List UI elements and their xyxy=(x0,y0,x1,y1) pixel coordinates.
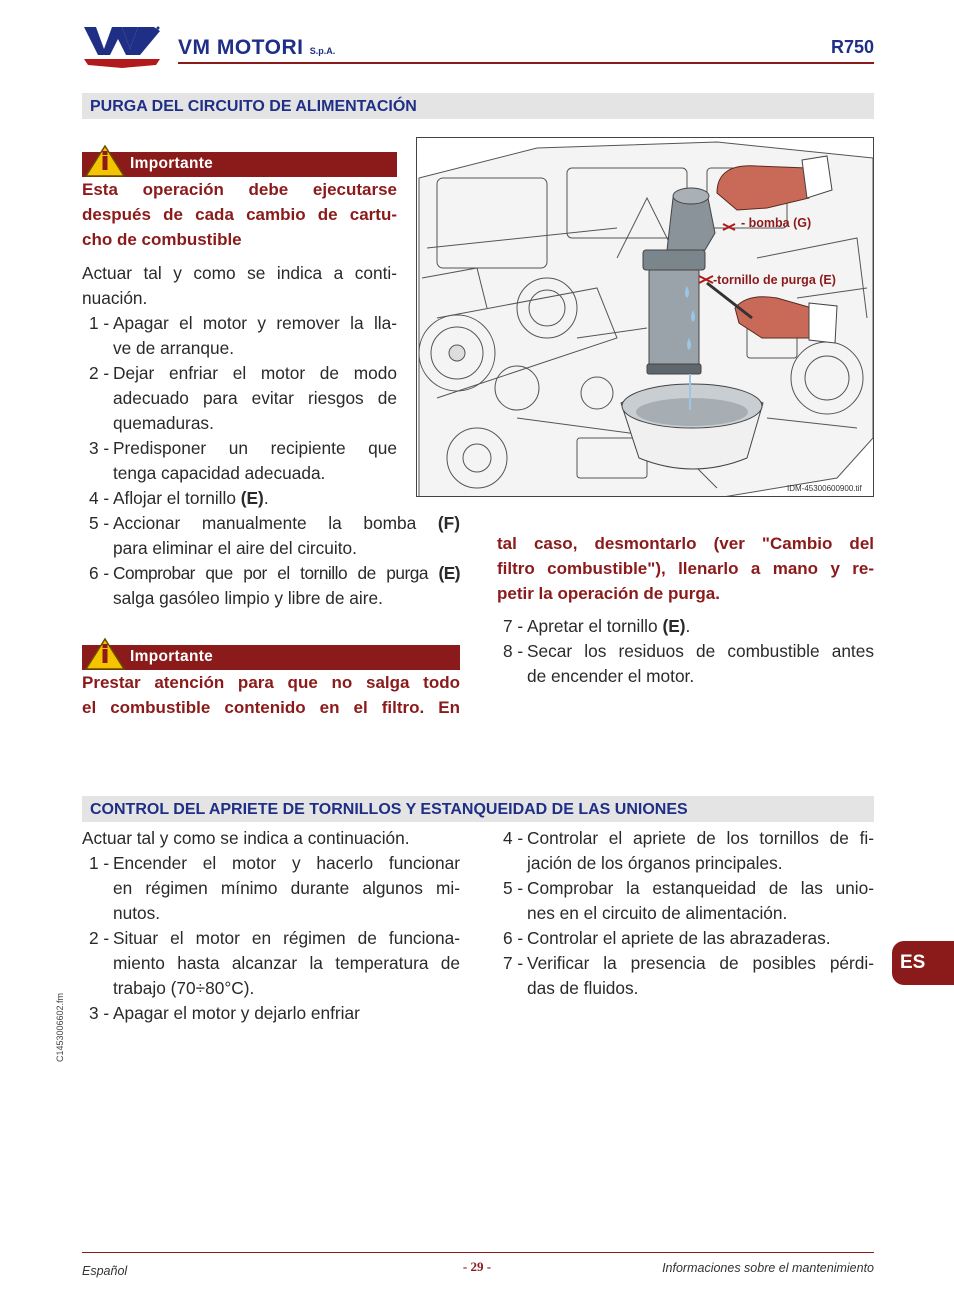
list-item: 6 - Comprobar que por el tornillo de purga (E) salga gasóleo limpio y libre de aire. xyxy=(89,563,460,608)
footer-section: Informaciones sobre el mantenimiento xyxy=(662,1261,874,1275)
purge-steps-list-right xyxy=(496,614,874,689)
important-label: Importante xyxy=(130,155,214,172)
section-title-bar xyxy=(82,93,874,119)
warning-text-2-cont: tal caso, desmontarlo (ver "Cambio del filtro combustible"), llenarlo a mano y re- petir la operación de purga. xyxy=(497,534,874,603)
list-item: 8 - Secar los residuos de combustible antes de encender el motor. xyxy=(503,641,874,686)
list-item: 2 - Situar el motor en régimen de funciona- miento hasta alcanzar la temperatura de trabajo (70÷80°C). xyxy=(89,928,460,998)
important-banner xyxy=(82,152,397,177)
list-item: 1 - Apagar el motor y remover la lla- ve de arranque. xyxy=(89,313,397,358)
callout-tornillo: -tornillo de purga (E) xyxy=(713,273,836,287)
company-name: VM MOTORI S.p.A. xyxy=(178,36,336,59)
purge-steps-list-cont xyxy=(82,486,460,611)
list-item: 5 - Accionar manualmente la bomba (F) para eliminar el aire del circuito. xyxy=(89,513,460,558)
list-item: 3 - Apagar el motor y dejarlo enfriar xyxy=(89,1003,360,1023)
header-rule xyxy=(178,62,874,64)
language-tab xyxy=(892,941,954,985)
list-item: 3 - Predisponer un recipiente que tenga capacidad adecuada. xyxy=(89,438,397,483)
section-title-bar-2 xyxy=(82,796,874,822)
warning-triangle-icon xyxy=(84,144,126,178)
list-item: 6 - Controlar el apriete de las abrazaderas. xyxy=(503,928,831,948)
file-code: C1453006602.fm xyxy=(55,992,65,1062)
engine-fuel-filter-figure xyxy=(416,137,874,497)
intro-text-2: Actuar tal y como se indica a continuación. xyxy=(82,828,410,848)
list-item: 7 - Apretar el tornillo (E). xyxy=(503,616,691,636)
list-item: 1 - Encender el motor y hacerlo funcionar en régimen mínimo durante algunos mi- nutos. xyxy=(89,853,460,923)
control-steps-right xyxy=(496,826,874,1001)
warning-text-1: Esta operación debe ejecutarse después de cada cambio de cartu- cho de combustible xyxy=(82,180,397,249)
callout-bomba: - bomba (G) xyxy=(741,216,812,230)
model-label: R750 xyxy=(830,37,874,57)
section-title: PURGA DEL CIRCUITO DE ALIMENTACIÓN xyxy=(90,98,417,115)
control-steps-left xyxy=(82,851,460,1026)
list-item: 7 - Verificar la presencia de posibles pérdi- das de fluidos. xyxy=(503,953,874,998)
list-item: 2 - Dejar enfriar el motor de modo adecuado para evitar riesgos de quemaduras. xyxy=(89,363,397,433)
footer-language: Español xyxy=(82,1264,128,1278)
vm-logo-icon xyxy=(82,25,162,69)
page-number: - 29 - xyxy=(462,1259,492,1274)
important-label: Importante xyxy=(130,648,214,665)
section-title: CONTROL DEL APRIETE DE TORNILLOS Y ESTANQUEIDAD DE LAS UNIONES xyxy=(90,801,688,818)
intro-text: Actuar tal y como se indica a conti- nuación. xyxy=(82,263,397,308)
purge-steps-list xyxy=(82,311,397,486)
list-item: 5 - Comprobar la estanqueidad de las unio- nes en el circuito de alimentación. xyxy=(503,878,874,923)
warning-triangle-icon xyxy=(84,637,126,671)
engine-illustration xyxy=(417,138,874,497)
footer-rule xyxy=(82,1252,874,1253)
language-label: ES xyxy=(900,952,926,973)
list-item: 4 - Controlar el apriete de los tornillos de fi- jación de los órganos principales. xyxy=(503,828,874,873)
figure-id: IDM-45300600900.tif xyxy=(787,484,862,493)
warning-text-2: Prestar atención para que no salga todo el combustible contenido en el filtro. En xyxy=(82,673,460,717)
important-banner-2 xyxy=(82,645,460,670)
list-item: 4 - Aflojar el tornillo (E). xyxy=(89,488,269,508)
